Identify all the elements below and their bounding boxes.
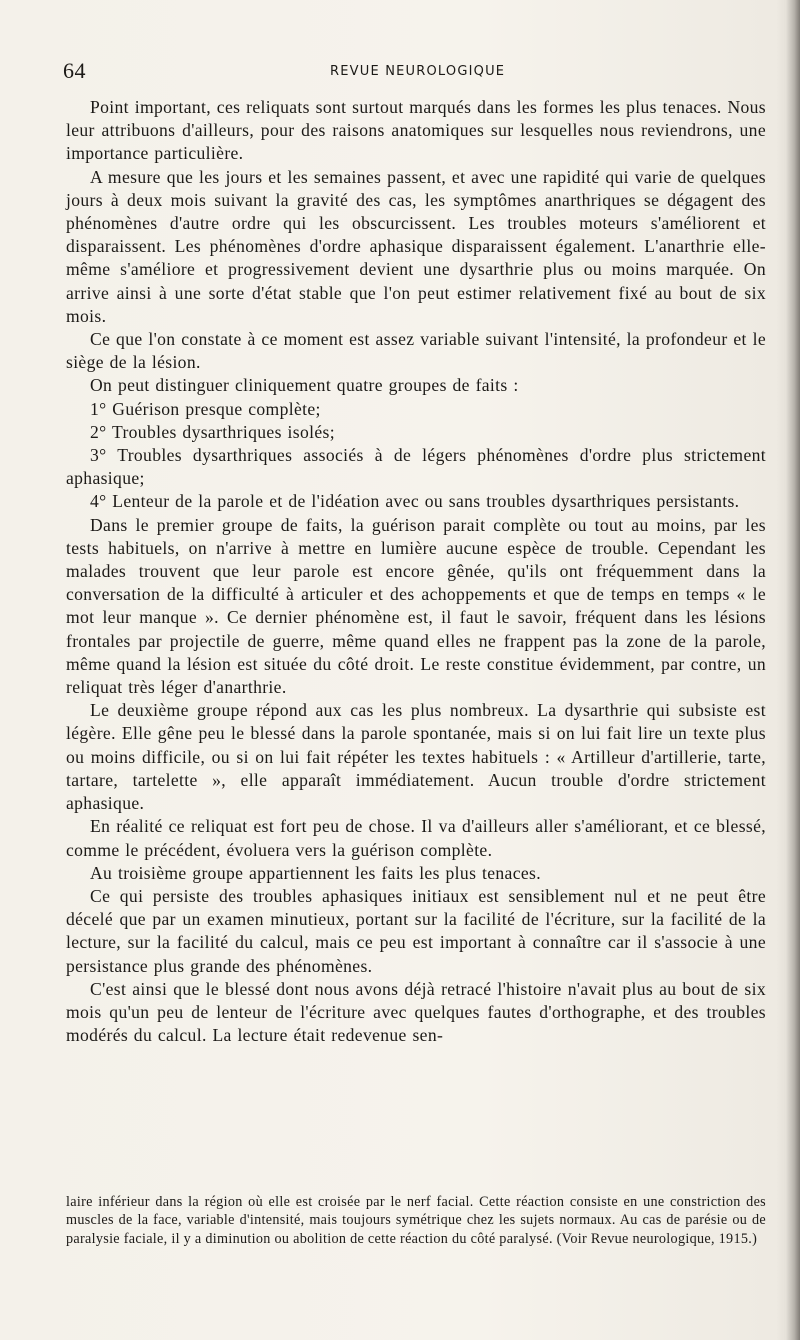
- list-item: 4° Lenteur de la parole et de l'idéation avec ou sans troubles dysarthriques persistants.: [90, 491, 740, 512]
- footnote: [66, 1193, 766, 1248]
- paragraph: Ce qui persiste des troubles aphasiques initiaux est sensiblement nul et ne peut être décelé que par un examen minutieux, portant sur la facilité de l'écriture, sur la facilité de la lecture, sur la facilité du calcul, mais ce peu est important à connaître car il s'associe à une persistance plus grande des phénomènes.: [66, 885, 766, 976]
- footnote-text: laire inférieur dans la région où elle est croisée par le nerf facial. Cette réaction consiste en une constriction des muscles de la face, variable d'intensité, mais toujours symétrique chez les sujets normaux. Au cas de parésie ou de paralysie faciale, il y a diminution ou abolition de cette réaction du côté paralysé. (Voir Revue neurologique, 1915.): [66, 1194, 766, 1247]
- running-title: REVUE NEUROLOGIQUE: [330, 64, 506, 79]
- page-header: [0, 58, 800, 84]
- list-item: 3° Troubles dysarthriques associés à de légers phénomènes d'ordre plus strictement aphasique;: [66, 445, 766, 489]
- list-item: 2° Troubles dysarthriques isolés;: [90, 421, 335, 442]
- paragraph: A mesure que les jours et les semaines passent, et avec une rapidité qui varie de quelques jours à deux mois suivant la gravité des cas, les symptômes anarthriques se dégagent des phénomènes d'autre ordre qui les obscurcissent. Les troubles moteurs s'améliorent et disparaissent. Les phénomènes d'ordre aphasique disparaissent également. L'anarthrie elle-même s'améliore et progressivement devient une dysarthrie plus ou moins marquée. On arrive ainsi à une sorte d'état stable que l'on peut estimer relativement fixé au bout de six mois.: [66, 166, 766, 326]
- paragraph: Au troisième groupe appartiennent les faits les plus tenaces.: [90, 862, 541, 883]
- page-edge-shadow: [786, 0, 800, 1340]
- paragraph: Point important, ces reliquats sont surtout marqués dans les formes les plus tenaces. Nous leur attribuons d'ailleurs, pour des raisons anatomiques sur lesquelles nous reviendrons, une importance particulière.: [66, 97, 766, 164]
- paragraph: Dans le premier groupe de faits, la guérison parait complète ou tout au moins, par les tests habituels, on n'arrive à mettre en lumière aucune espèce de trouble. Cependant les malades trouvent que leur parole est encore gênée, qu'ils ont fréquemment dans la conversation de la difficulté à articuler et des achoppements et que de temps en temps « le mot leur manque ». Ce dernier phénomène est, il faut le savoir, fréquent dans les lésions frontales par projectile de guerre, même quand elles ne frappent pas la zone de la parole, même quand la lésion est située du côté droit. Le reste constitue évidemment, par contre, un reliquat très léger d'anarthrie.: [66, 514, 766, 698]
- body-text: [66, 96, 766, 1047]
- page-number: 64: [63, 58, 86, 83]
- paragraph: Le deuxième groupe répond aux cas les plus nombreux. La dysarthrie qui subsiste est légère. Elle gêne peu le blessé dans la parole spontanée, mais si on lui fait lire un texte plus ou moins difficile, ou si on lui fait répéter les textes habituels : « Artilleur d'artillerie, tarte, tartare, tartelette », elle apparaît immédiatement. Aucun trouble d'ordre strictement aphasique.: [66, 700, 766, 814]
- paragraph: En réalité ce reliquat est fort peu de chose. Il va d'ailleurs aller s'améliorant, et ce blessé, comme le précédent, évoluera vers la guérison complète.: [66, 816, 766, 860]
- paragraph: Ce que l'on constate à ce moment est assez variable suivant l'intensité, la profondeur et le siège de la lésion.: [66, 329, 766, 373]
- list-item: 1° Guérison presque complète;: [90, 398, 321, 419]
- paragraph: C'est ainsi que le blessé dont nous avons déjà retracé l'histoire n'avait plus au bout de six mois qu'un peu de lenteur de l'écriture avec quelques fautes d'orthographe, et des troubles modérés du calcul. La lecture était redevenue sen-: [66, 978, 766, 1046]
- paragraph: On peut distinguer cliniquement quatre groupes de faits :: [90, 375, 519, 396]
